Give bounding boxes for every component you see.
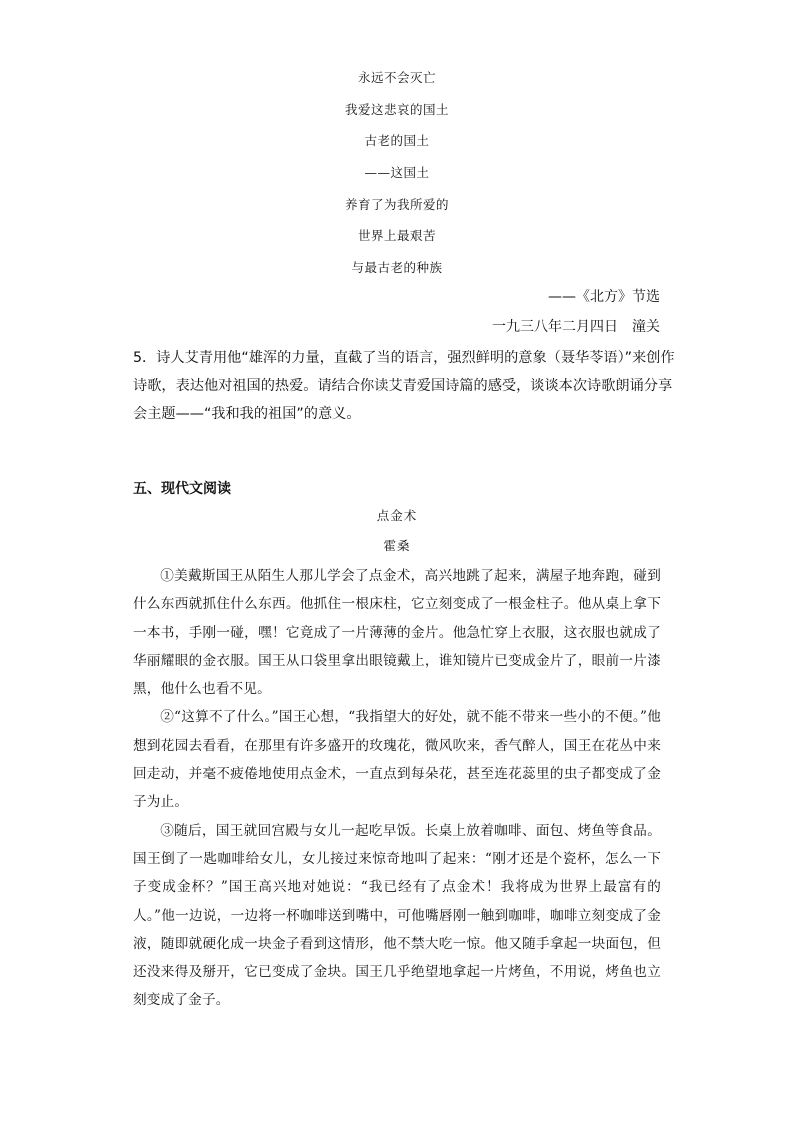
article-author: 霍桑 bbox=[383, 538, 411, 553]
poem-date: 一九三八年二月四日 潼关 bbox=[492, 319, 660, 335]
poem-line: 古老的国土 bbox=[364, 133, 430, 149]
poem-source: ——《北方》节选 bbox=[548, 289, 660, 305]
article-paragraph: ③随后，国王就回宫殿与女儿一起吃早饭。长桌上放着咖啡、面包、烤鱼等食品。国王倒了一匙咖啡给女儿，女儿接过来惊奇地叫了起来：“刚才还是个瓷杯，怎么一下子变成金杯？”国王高兴地对她说：“我已经有了点金术！我将成为世界上最富有的人。”他一边说，一边将一杯咖啡送到嘴中，可他嘴唇刚一触到咖啡，咖啡立刻变成了金液，随即就硬化成一块金子看到这情形，他不禁大吃一惊。他又随手拿起一块面包，但还没来得及掰开，它已变成了金块。国王几乎绝望地拿起一片烤鱼，不用说，烤鱼也立刻变成了金子。 bbox=[133, 822, 661, 1009]
poem-line: 世界上最艰苦 bbox=[357, 228, 436, 244]
poem-line: 与最古老的种族 bbox=[351, 260, 443, 276]
article-paragraph: ①美戴斯国王从陌生人那儿学会了点金术，高兴地跳了起来，满屋子地奔跑，碰到什么东西就抓住什么东西。他抓住一根床柱，它立刻变成了一根金柱子。他从桌上拿下一本书，手刚一碰，嘿！它竟成了一片薄薄的金片。他急忙穿上衣服，这衣服也就成了华丽耀眼的金衣服。国王从口袋里拿出眼镜戴上，谁知镜片已变成金片了，眼前一片漆黑，他什么也看不见。 bbox=[133, 568, 661, 698]
poem-line: 养育了为我所爱的 bbox=[344, 196, 449, 212]
poem-line: 永远不会灭亡 bbox=[357, 70, 436, 85]
article-body bbox=[133, 562, 661, 1015]
poem-line: 我爱这悲哀的国土 bbox=[344, 101, 449, 117]
article-paragraph: ②“这算不了什么。”国王心想，“我指望大的好处，就不能不带来一些小的不便。”他想到花园去看看，在那里有许多盛开的玫瑰花，微风吹来，香气醉人，国王在花丛中来回走动，并毫不疲倦地使用点金术，一直点到每朵花，甚至连花蕊里的虫子都变成了金子为止。 bbox=[133, 709, 661, 811]
poem-line: ——这国土 bbox=[364, 165, 430, 181]
article-title: 点金术 bbox=[376, 508, 418, 523]
section-heading: 五、现代文阅读 bbox=[133, 481, 231, 497]
poem-excerpt bbox=[0, 62, 794, 284]
question-5: 5．诗人艾青用他“雄浑的力量，直截了当的语言，强烈鲜明的意象（聂华苓语）”来创作诗歌，表达他对祖国的热爱。请结合你读艾青爱国诗篇的感受，谈谈本次诗歌朗诵分享会主题——“我和我的祖国”的意义。 bbox=[133, 350, 675, 422]
